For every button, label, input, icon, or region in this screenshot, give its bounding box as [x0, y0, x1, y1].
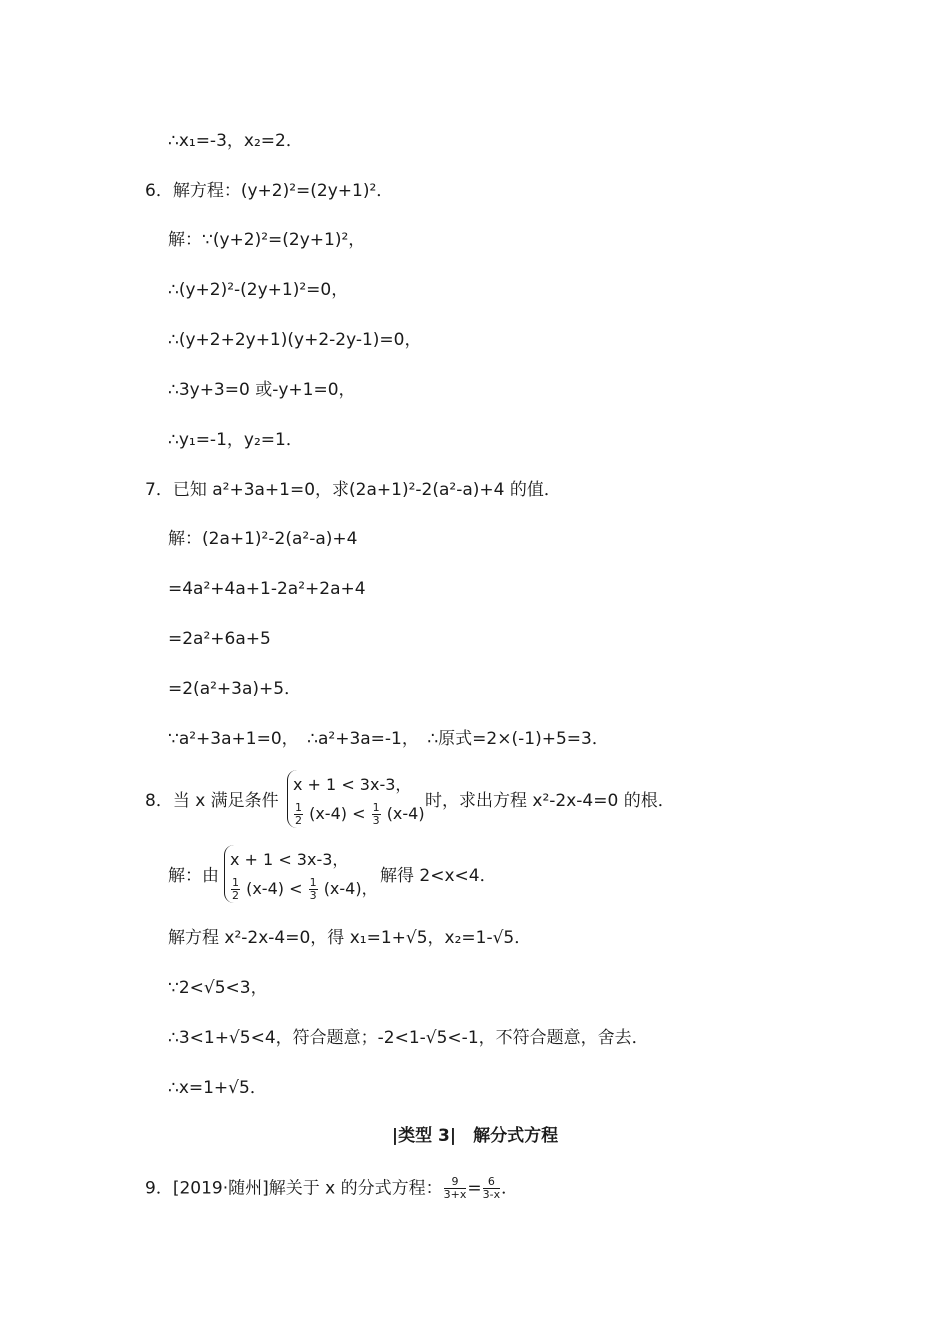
- line-9: 解：(2a+1)²-2(a²-a)+4: [168, 529, 358, 549]
- line-10: =4a²+4a+1-2a²+2a+4: [168, 579, 366, 599]
- problem-8-system-row-2: $\frac{1}{2}$ (x-4) < $\frac{1}{3}$ (x-4): [295, 801, 425, 827]
- line-16: 解方程 x²-2x-4=0，得 x₁=1+√5，x₂=1-√5．: [168, 928, 532, 948]
- fraction-third: $\frac{1}{3}$: [309, 876, 317, 902]
- line-12: =2(a²+3a)+5．: [168, 679, 302, 699]
- line-4: ∴(y+2)²-(2y+1)²=0，: [168, 280, 349, 300]
- line-6: ∴3y+3=0 或-y+1=0，: [168, 380, 356, 400]
- line-15-system: [224, 845, 378, 903]
- line-15-system-row-1: x + 1 < 3x-3，: [230, 850, 349, 869]
- fraction-6-over-3-minus-x: $\frac{6}{3-x}$: [482, 1175, 501, 1201]
- line-15-suffix: 解得 2<x<4．: [380, 866, 497, 886]
- problem-8-suffix: 时，求出方程 x²-2x-4=0 的根．: [425, 791, 675, 811]
- problem-7: 7．已知 a²+3a+1=0，求(2a+1)²-2(a²-a)+4 的值．: [145, 480, 561, 500]
- line-15-system-row-2: $\frac{1}{2}$ (x-4) < $\frac{1}{3}$ (x-4)，: [232, 876, 378, 902]
- line-19: ∴x=1+√5．: [168, 1078, 267, 1098]
- problem-9: 9．[2019·随州]解关于 x 的分式方程： $\frac{9}{3+x}$ = $\frac{6}{3-x}$ ．: [145, 1175, 519, 1201]
- line-5: ∴(y+2+2y+1)(y+2-2y-1)=0，: [168, 330, 422, 350]
- problem-8-prefix: 8．当 x 满足条件: [145, 791, 279, 811]
- line-3: 解：∵(y+2)²=(2y+1)²，: [168, 230, 366, 250]
- problem-6: 6．解方程：(y+2)²=(2y+1)²．: [145, 181, 394, 201]
- fraction-third: $\frac{1}{3}$: [372, 801, 380, 827]
- problem-8-system: [287, 770, 425, 828]
- problem-8-system-row-1: x + 1 < 3x-3，: [293, 775, 412, 794]
- fraction-9-over-3-plus-x: $\frac{9}{3+x}$: [443, 1175, 467, 1201]
- line-7: ∴y₁=-1，y₂=1．: [168, 430, 303, 450]
- fraction-half: $\frac{1}{2}$: [232, 876, 239, 902]
- line-15-prefix: 解：由: [168, 866, 219, 886]
- fraction-half: $\frac{1}{2}$: [295, 801, 302, 827]
- line-13: ∵a²+3a+1=0， ∴a²+3a=-1， ∴原式=2×(-1)+5=3．: [168, 729, 609, 749]
- line-1: ∴x₁=-3，x₂=2．: [168, 131, 303, 151]
- section-heading: |类型 3| 解分式方程: [391, 1126, 559, 1146]
- line-17: ∵2<√5<3，: [168, 978, 268, 998]
- line-11: =2a²+6a+5: [168, 629, 271, 649]
- line-18: ∴3<1+√5<4，符合题意；-2<1-√5<-1，不符合题意，舍去．: [168, 1028, 649, 1048]
